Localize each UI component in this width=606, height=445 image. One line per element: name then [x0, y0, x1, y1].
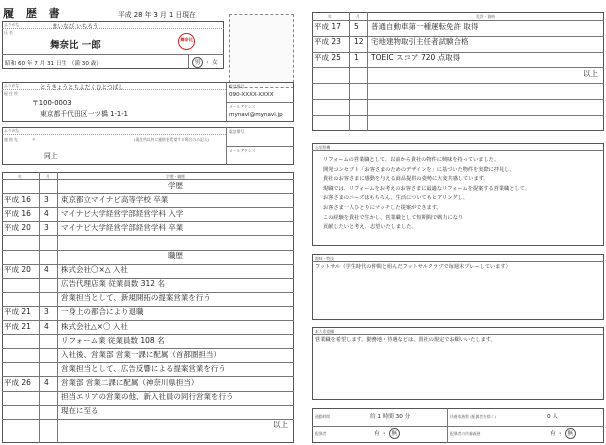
address-furigana: とうきょうとちよだくひとつばし — [40, 84, 124, 91]
motivation-line: 貢献したいと考え、志望いたしました。 — [323, 224, 417, 231]
history-row-text: マイナビ大学経営学部経営学科 卒業 — [61, 222, 184, 232]
address-furigana-label: ふりがな — [4, 83, 20, 88]
resume-date: 平成 28 年 3 月 1 日現在 — [118, 11, 196, 19]
home-address: 東京都千代田区一ツ橋 1-1-1 — [40, 110, 129, 118]
history-row-text: 株式会社△×〇 入社 — [61, 321, 128, 331]
license-row-text: 普通自動車第一種運転免許 取得 — [371, 21, 479, 31]
phone-number: 090-XXXX-XXXX — [229, 92, 274, 98]
hobbies-label: 趣味・特技 — [315, 256, 334, 261]
full-name: 舞奈比 一郎 — [50, 40, 101, 51]
history-row-year: 平成 16 — [4, 208, 31, 218]
gender-female: 女 — [212, 60, 218, 66]
history-row-text: マイナビ大学経営学部経営学科 入学 — [61, 208, 184, 218]
history-row-month: 4 — [44, 208, 49, 218]
motivation-line: この経験を貴社で生かし、営業職として短期間で戦力になり — [323, 214, 464, 221]
history-row-text: 東京都立マイナビ高等学校 卒業 — [61, 194, 169, 204]
spouse-support-label: 配偶者の扶養義務 — [450, 431, 481, 436]
history-row-text: 以上 — [273, 420, 288, 430]
spouse-support-field — [550, 428, 576, 439]
photo-placeholder — [229, 14, 294, 88]
history-col-item: 学歴・職歴 — [166, 173, 185, 179]
motivation-line: 貴社のお客さまに感動を与える商品提供の姿勢に大変共感しています。 — [323, 176, 489, 183]
email-address: mynavi@mynavi.jp — [229, 112, 283, 118]
license-col-item: 免許・資格 — [476, 13, 495, 19]
support-no: 無 — [565, 428, 576, 439]
license-col-year: 年 — [328, 13, 332, 19]
contact-postal: 〒 — [32, 137, 36, 142]
phone-label: 電話番号 — [229, 84, 245, 89]
motivation-line: リフォームの営業職として、以前から貴社の物件に興味を持っていました。 — [323, 157, 500, 163]
spouse-no: 無 — [389, 428, 400, 439]
history-row-text: 職歴 — [168, 251, 183, 260]
motivation-line: 現職では、リフォームをお考えのお客さまに最適なリフォームを提案する営業職として、 — [323, 185, 530, 192]
license-row-text: 以上 — [583, 68, 598, 78]
history-row-year: 平成 21 — [4, 321, 31, 331]
motivation-line: 開発コンセプト「お客さまのためのデザインを」に基づいた物件を実際に拝見し、 — [323, 166, 515, 173]
contact-furigana-label: ふりがな — [4, 128, 20, 133]
license-row-year: 平成 25 — [314, 53, 341, 63]
gender-male: 男 — [192, 57, 203, 68]
history-row-text: 現在に至る — [61, 406, 99, 416]
contact-email-label: メールアドレス — [229, 148, 256, 153]
resume-right-page — [310, 0, 606, 445]
gender-separator: ・ — [204, 60, 211, 66]
requests-text: 営業職を希望します。勤務地・待遇などは、貴社の規定でお願いいたします。 — [315, 337, 496, 343]
contact-phone-label: 電話番号 — [229, 129, 245, 134]
history-col-month: 月 — [46, 173, 50, 179]
name-furigana: まいなび いちろう — [52, 23, 99, 30]
history-row-text: 広告代理店業 従業員数 312 名 — [61, 279, 165, 289]
email-label: メールアドレス — [229, 104, 256, 109]
history-row-text: 学歴 — [168, 180, 183, 190]
history-row-month: 3 — [44, 194, 49, 204]
name-label: 氏 名 — [4, 30, 13, 35]
contact-label: 連 絡 先 — [4, 137, 18, 142]
license-row-text: TOEIC スコア 720 点取得 — [371, 53, 461, 63]
history-row-text: 株式会社〇×△ 入社 — [61, 265, 128, 275]
history-row-year: 平成 16 — [4, 194, 31, 204]
history-row-month: 3 — [44, 307, 49, 317]
requests-label: 本人希望欄 — [315, 329, 334, 334]
spouse-separator: ・ — [381, 431, 387, 437]
postal-code: 〒100-0003 — [32, 99, 72, 107]
resume-left-page — [0, 0, 296, 445]
commute-label: 通勤時間 — [315, 414, 331, 419]
history-row-text: 営業部 営業二課に配属（神奈川県担当） — [61, 377, 199, 387]
history-row-text: 担当エリアの営業の他、新入社員の同行営業を行う — [61, 392, 234, 401]
motivation-line: お客さま一人ひとりにマッチした提案ができます。 — [323, 205, 442, 211]
hanko-seal: 舞奈比 — [178, 33, 195, 50]
license-col-month: 月 — [356, 13, 360, 19]
hobbies-text: フットサル（学生時代の仲間と組んだフットサルクラブで毎週末プレーしています） — [315, 264, 511, 270]
history-row-text: 営業担当として、新規開拓の提案営業を行う — [61, 293, 211, 303]
history-row-year: 平成 21 — [4, 307, 31, 317]
history-row-month: 4 — [44, 321, 49, 331]
resume-title: 履 歴 書 — [3, 7, 64, 20]
spouse-label: 配偶者 — [315, 431, 327, 436]
history-row-month: 4 — [44, 377, 49, 387]
commute-time: 約 1 時間 30 分 — [370, 414, 411, 420]
history-row-text: リフォーム業 従業員数 108 名 — [61, 335, 165, 345]
license-row-year: 平成 17 — [314, 21, 341, 31]
motivation-label: 志望動機 — [315, 145, 331, 150]
license-row-text: 宅地建物取引主任者試験合格 — [371, 37, 469, 47]
gender-field — [192, 57, 218, 68]
name-furigana-label: ふりがな — [4, 22, 20, 27]
history-row-month: 3 — [44, 222, 49, 232]
address-label: 現 住 所 — [4, 91, 18, 96]
contact-note: (現住所以外に連絡を希望する場合のみ記入) — [134, 137, 210, 142]
history-row-month: 4 — [44, 265, 49, 275]
license-row-month: 5 — [354, 21, 359, 31]
history-row-text: 入社後、営業部 営業一課に配属（首都圏担当） — [61, 349, 221, 359]
history-row-year: 平成 20 — [4, 222, 31, 232]
spouse-field — [374, 428, 400, 439]
history-row-year: 平成 26 — [4, 377, 31, 387]
dependents-label: 扶養家族数 (配偶者を除く) — [450, 414, 496, 419]
license-row-month: 1 — [354, 53, 359, 63]
birth-date: 昭和 60 年 7 月 31 日生 （満 30 歳） — [5, 61, 102, 67]
history-row-text: 一身上の都合により退職 — [61, 307, 144, 317]
license-row-year: 平成 23 — [314, 37, 341, 47]
license-row-month: 12 — [354, 37, 364, 47]
contact-value: 同上 — [44, 152, 58, 160]
history-row-year: 平成 20 — [4, 265, 31, 275]
support-separator: ・ — [557, 431, 563, 437]
spouse-yes: 有 — [374, 431, 380, 437]
support-yes: 有 — [550, 431, 556, 437]
dependents-count: 0 人 — [547, 414, 558, 420]
history-col-year: 年 — [18, 173, 22, 179]
motivation-line: お客さまのニーズはもちろん、生活についてもヒアリングし、 — [323, 195, 468, 202]
history-row-text: 営業担当として、広告反響による提案営業を行う — [61, 363, 226, 373]
